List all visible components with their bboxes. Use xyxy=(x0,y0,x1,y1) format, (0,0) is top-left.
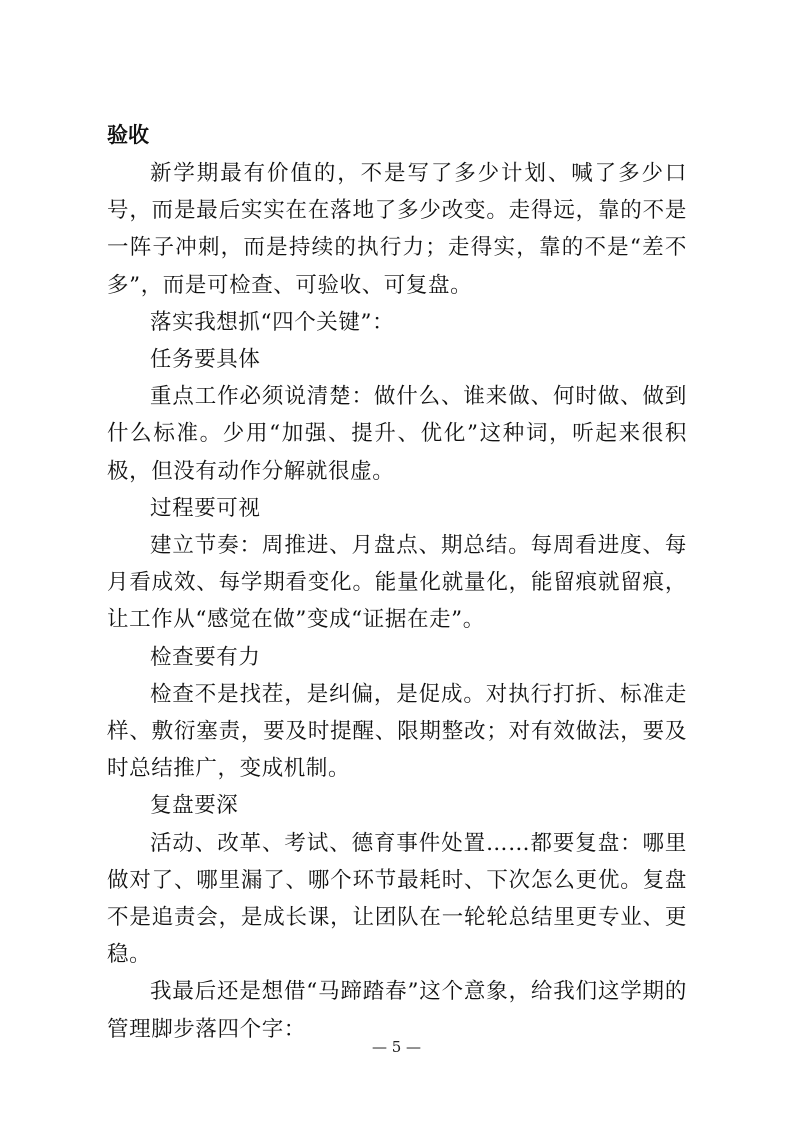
key-title-visible-process: 过程要可视 xyxy=(150,495,261,521)
four-keys-intro: 落实我想抓“四个关键”： xyxy=(150,309,395,335)
key-title-specific-tasks: 任务要具体 xyxy=(150,347,261,373)
key-text-specific-tasks: 重点工作必须说清楚：做什么、谁来做、何时做、做到什么标准。少用“加强、提升、优化”这种词，听起来很积极，但没有动作分解就很虚。 xyxy=(107,384,687,484)
section-title: 验收 xyxy=(107,123,149,147)
key-title-effective-inspection: 检查要有力 xyxy=(150,644,261,670)
key-title-deep-review: 复盘要深 xyxy=(150,793,239,819)
key-text-deep-review: 活动、改革、考试、德育事件处置……都要复盘：哪里做对了、哪里漏了、哪个环节最耗时、下次怎么更优。复盘不是追责会，是成长课，让团队在一轮轮总结里更专业、更稳。 xyxy=(107,830,687,968)
key-text-effective-inspection: 检查不是找茬，是纠偏，是促成。对执行打折、标准走样、敷衍塞责，要及时提醒、限期整改；对有效做法，要及时总结推广，变成机制。 xyxy=(107,681,687,782)
body-text xyxy=(107,155,687,1048)
page-number: — 5 — xyxy=(371,1038,422,1056)
closing-paragraph: 我最后还是想借“马蹄踏春”这个意象，给我们这学期的管理脚步落四个字： xyxy=(107,979,687,1042)
intro-paragraph: 新学期最有价值的，不是写了多少计划、喊了多少口号，而是最后实实在在落地了多少改变。走得远，靠的不是一阵子冲刺，而是持续的执行力；走得实，靠的不是“差不多”，而是可检查、可验收、可复盘。 xyxy=(107,161,687,298)
key-text-visible-process: 建立节奏：周推进、月盘点、期总结。每周看进度、每月看成效、每学期看变化。能量化就量化，能留痕就留痕，让工作从“感觉在做”变成“证据在走”。 xyxy=(107,533,687,633)
